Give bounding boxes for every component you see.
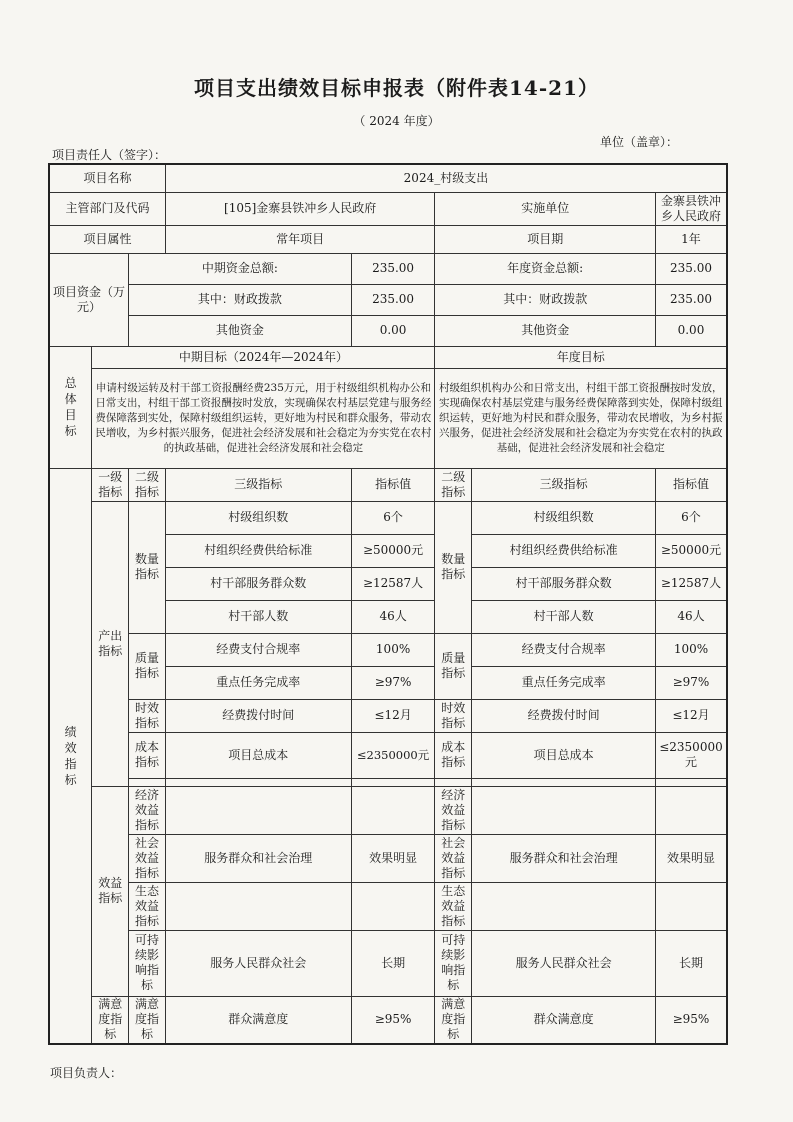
social-label-year: 社会效益指标 — [435, 834, 472, 882]
col-level1: 一级指标 — [92, 468, 129, 501]
su1-value: 长期 — [351, 930, 435, 996]
sat1-name: 群众满意度 — [165, 996, 351, 1044]
q4-value-year: 46人 — [655, 600, 727, 633]
year-other-value: 0.00 — [655, 315, 727, 346]
c1-value-year: ≤2350000元 — [655, 732, 727, 778]
footer-label: 项目负责人： — [50, 1066, 123, 1080]
performance-table — [48, 163, 728, 1045]
impl-value: 金寨县铁冲乡人民政府 — [655, 192, 727, 225]
eco-label: 生态效益指标 — [129, 882, 166, 930]
col-value: 指标值 — [351, 468, 435, 501]
year-goal-text: 村级组织机构办公和日常支出，村组干部工资报酬按时发放，实现确保农村基层党建与服务经费保障落到实处，保障村级组织运转，更好地为村民和群众服务，带动农民增收，为乡村振兴服务，促进社会经济发展和社会稳定为夯实党在农村的执政基础，促进社会经济发展和社会稳定 — [435, 368, 727, 468]
c1-name-year: 项目总成本 — [472, 732, 656, 778]
year-line: （ 2024 年度） — [353, 114, 440, 128]
s1-value: 效果明显 — [351, 834, 435, 882]
attr-label: 项目属性 — [49, 225, 165, 253]
ql2-value: ≥97% — [351, 666, 435, 699]
mid-total-value: 235.00 — [351, 253, 435, 284]
satisfy-label-year: 满意度指标 — [435, 996, 472, 1044]
s1-name: 服务群众和社会治理 — [165, 834, 351, 882]
c1-value: ≤2350000元 — [351, 732, 435, 778]
year-fiscal-value: 235.00 — [655, 284, 727, 315]
sat1-name-year: 群众满意度 — [472, 996, 656, 1044]
q1-value: 6个 — [351, 501, 435, 534]
s1-value-year: 效果明显 — [655, 834, 727, 882]
dept-value: [105]金寨县铁冲乡人民政府 — [165, 192, 435, 225]
project-name-value: 2024_村级支出 — [165, 164, 727, 192]
time-label-year: 时效指标 — [435, 699, 472, 732]
c1-name: 项目总成本 — [165, 732, 351, 778]
cost-label: 成本指标 — [129, 732, 166, 778]
mid-goal-header: 中期目标（2024年—2024年） — [92, 346, 435, 368]
col-level3-year: 三级指标 — [472, 468, 656, 501]
sustain-label: 可持续影响指标 — [129, 930, 166, 996]
sustain-label-year: 可持续影响指标 — [435, 930, 472, 996]
q2-name-year: 村组织经费供给标准 — [472, 534, 656, 567]
q1-name: 村级组织数 — [165, 501, 351, 534]
ql1-value-year: 100% — [655, 633, 727, 666]
q2-value-year: ≥50000元 — [655, 534, 727, 567]
q4-value: 46人 — [351, 600, 435, 633]
impl-label: 实施单位 — [435, 192, 656, 225]
quantity-label-year: 数量指标 — [435, 501, 472, 633]
ql2-name-year: 重点任务完成率 — [472, 666, 656, 699]
q3-name-year: 村干部服务群众数 — [472, 567, 656, 600]
perf-label: 绩效指标 — [49, 468, 92, 1044]
year-goal-header: 年度目标 — [435, 346, 727, 368]
su1-name-year: 服务人民群众社会 — [472, 930, 656, 996]
period-label: 项目期 — [435, 225, 656, 253]
attr-value: 常年项目 — [165, 225, 435, 253]
quantity-label: 数量指标 — [129, 501, 166, 633]
responsible-label: 项目责任人（签字）： — [52, 148, 167, 162]
year-total-value: 235.00 — [655, 253, 727, 284]
col-level2: 二级指标 — [129, 468, 166, 501]
mid-other-value: 0.00 — [351, 315, 435, 346]
year-fiscal-label: 其中：财政拨款 — [435, 284, 656, 315]
ql1-name: 经费支付合规率 — [165, 633, 351, 666]
sat1-value: ≥95% — [351, 996, 435, 1044]
quality-label: 质量指标 — [129, 633, 166, 699]
s1-name-year: 服务群众和社会治理 — [472, 834, 656, 882]
col-level2-year: 二级指标 — [435, 468, 472, 501]
benefit-label: 效益指标 — [92, 786, 129, 996]
year-total-label: 年度资金总额: — [435, 253, 656, 284]
q3-value: ≥12587人 — [351, 567, 435, 600]
col-level3: 三级指标 — [165, 468, 351, 501]
t1-value: ≤12月 — [351, 699, 435, 732]
satisfy-label: 满意度指标 — [129, 996, 166, 1044]
ql1-name-year: 经费支付合规率 — [472, 633, 656, 666]
q2-name: 村组织经费供给标准 — [165, 534, 351, 567]
sat1-value-year: ≥95% — [655, 996, 727, 1044]
ql2-name: 重点任务完成率 — [165, 666, 351, 699]
fund-label: 项目资金（万元） — [49, 253, 129, 346]
q3-name: 村干部服务群众数 — [165, 567, 351, 600]
quality-label-year: 质量指标 — [435, 633, 472, 699]
t1-name: 经费拨付时间 — [165, 699, 351, 732]
mid-total-label: 中期资金总额: — [129, 253, 352, 284]
mid-fiscal-value: 235.00 — [351, 284, 435, 315]
t1-value-year: ≤12月 — [655, 699, 727, 732]
ql1-value: 100% — [351, 633, 435, 666]
unit-label: 单位（盖章）： — [600, 135, 679, 149]
project-name-label: 项目名称 — [49, 164, 165, 192]
social-label: 社会效益指标 — [129, 834, 166, 882]
dept-label: 主管部门及代码 — [49, 192, 165, 225]
q1-value-year: 6个 — [655, 501, 727, 534]
mid-other-label: 其他资金 — [129, 315, 352, 346]
time-label: 时效指标 — [129, 699, 166, 732]
mid-goal-text: 申请村级运转及村干部工资报酬经费235万元，用于村级组织机构办公和日常支出，村组干部工资报酬按时发放，实现确保农村基层党建与服务经费保障落到实处，保障村级组织运转，更好地为村民和群众服务，带动农民增收，为乡村振兴服务，促进社会经济发展和社会稳定为夯实党在农村的执政基础，促进社会经济发展和社会稳定 — [92, 368, 435, 468]
q2-value: ≥50000元 — [351, 534, 435, 567]
page-title: 项目支出绩效目标申报表（附件表14-21） — [194, 76, 599, 100]
economic-label-year: 经济效益指标 — [435, 786, 472, 834]
year-other-label: 其他资金 — [435, 315, 656, 346]
period-value: 1年 — [655, 225, 727, 253]
q3-value-year: ≥12587人 — [655, 567, 727, 600]
ql2-value-year: ≥97% — [655, 666, 727, 699]
col-value-year: 指标值 — [655, 468, 727, 501]
economic-label: 经济效益指标 — [129, 786, 166, 834]
su1-name: 服务人民群众社会 — [165, 930, 351, 996]
overall-goal-label: 总体目标 — [49, 346, 92, 468]
q4-name: 村干部人数 — [165, 600, 351, 633]
q4-name-year: 村干部人数 — [472, 600, 656, 633]
eco-label-year: 生态效益指标 — [435, 882, 472, 930]
satisfaction-label: 满意度指标 — [92, 996, 129, 1044]
mid-fiscal-label: 其中：财政拨款 — [129, 284, 352, 315]
output-label: 产出指标 — [92, 501, 129, 786]
su1-value-year: 长期 — [655, 930, 727, 996]
t1-name-year: 经费拨付时间 — [472, 699, 656, 732]
cost-label-year: 成本指标 — [435, 732, 472, 778]
q1-name-year: 村级组织数 — [472, 501, 656, 534]
